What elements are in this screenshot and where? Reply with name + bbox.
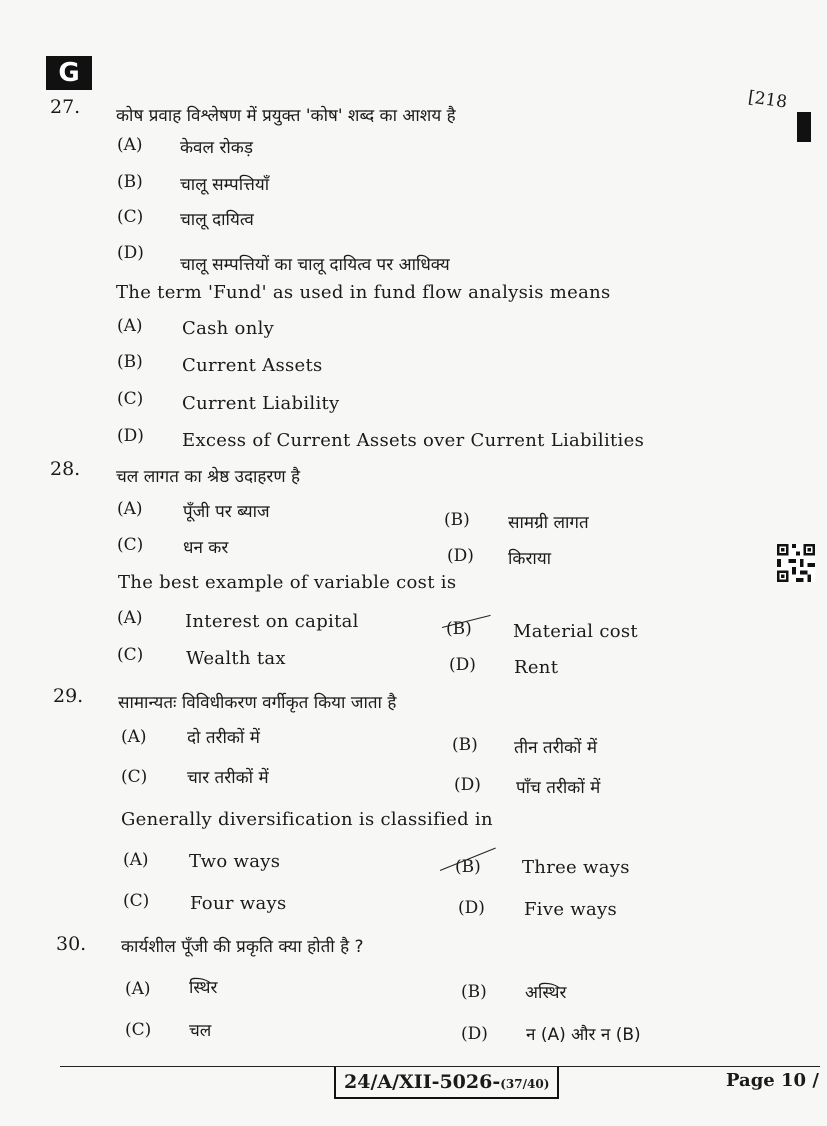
option-label: (D) xyxy=(447,546,474,566)
question-number: 28. xyxy=(50,458,81,480)
option-label: (C) xyxy=(125,1020,152,1040)
option-label: (A) xyxy=(117,608,143,628)
option-text: Interest on capital xyxy=(185,611,359,632)
option-text: Material cost xyxy=(513,621,638,642)
qr-code-icon xyxy=(776,544,816,582)
option-text: Current Liability xyxy=(182,393,340,414)
option-label: (A) xyxy=(117,499,143,519)
option-label: (C) xyxy=(121,767,148,787)
option-text: तीन तरीकों में xyxy=(514,738,598,758)
option-label: (C) xyxy=(123,891,150,911)
question-number: 29. xyxy=(53,685,84,707)
question-text-hindi: कार्यशील पूँजी की प्रकृति क्या होती है ? xyxy=(121,937,364,957)
option-label: (D) xyxy=(117,243,144,263)
option-label: (C) xyxy=(117,645,144,665)
option-text: चालू सम्पत्तियों का चालू दायित्व पर आधिक्य xyxy=(180,255,450,275)
option-label-marked: (B) xyxy=(446,619,472,639)
option-label: (B) xyxy=(117,172,143,192)
question-text-english: The term 'Fund' as used in fund flow analysis means xyxy=(116,282,611,303)
question-text-hindi: सामान्यतः विविधीकरण वर्गीकृत किया जाता है xyxy=(118,693,397,713)
option-text: Excess of Current Assets over Current Liabilities xyxy=(182,430,645,451)
option-label: (C) xyxy=(117,207,144,227)
question-number: 27. xyxy=(50,96,81,118)
option-text: Four ways xyxy=(190,893,287,914)
option-text: Cash only xyxy=(182,318,275,339)
question-text-hindi: कोष प्रवाह विश्लेषण में प्रयुक्त 'कोष' शब्द का आशय है xyxy=(116,106,456,126)
option-text: केवल रोकड़ xyxy=(180,138,253,158)
option-text: अस्थिर xyxy=(525,983,567,1003)
option-label: (D) xyxy=(449,655,476,675)
corner-ink-blot xyxy=(797,112,811,142)
question-text-english: The best example of variable cost is xyxy=(118,572,457,593)
option-text: सामग्री लागत xyxy=(508,513,589,533)
option-label: (B) xyxy=(452,735,478,755)
option-text: Five ways xyxy=(524,899,618,920)
option-label: (D) xyxy=(117,426,144,446)
option-label: (B) xyxy=(444,510,470,530)
option-text: न (A) और न (B) xyxy=(526,1025,641,1045)
option-text: पूँजी पर ब्याज xyxy=(183,502,270,522)
option-text: Wealth tax xyxy=(186,648,286,669)
option-label-marked: (B) xyxy=(455,857,481,877)
option-text: चालू सम्पत्तियाँ xyxy=(180,175,270,195)
option-label: (A) xyxy=(125,979,151,999)
option-text: स्थिर xyxy=(189,978,218,998)
paper-code-suffix: (37/40) xyxy=(500,1077,550,1091)
paper-code-main: 24/A/XII-5026- xyxy=(344,1071,501,1093)
handwritten-corner-mark: [218 xyxy=(746,87,789,113)
option-text: Rent xyxy=(514,657,559,678)
option-text: पाँच तरीकों में xyxy=(516,778,601,798)
option-label: (D) xyxy=(454,775,481,795)
option-text: किराया xyxy=(508,549,552,569)
option-label: (A) xyxy=(117,135,143,155)
option-label: (A) xyxy=(121,727,147,747)
option-label: (A) xyxy=(117,316,143,336)
question-text-hindi: चल लागत का श्रेष्ठ उदाहरण है xyxy=(116,467,301,487)
option-text: चालू दायित्व xyxy=(180,210,254,230)
option-label: (A) xyxy=(123,850,149,870)
option-text: Three ways xyxy=(522,857,630,878)
option-text: धन कर xyxy=(183,538,229,558)
option-text: चार तरीकों में xyxy=(187,768,269,788)
option-label: (C) xyxy=(117,535,144,555)
option-text: Current Assets xyxy=(182,355,323,376)
page-number: Page 10 / xyxy=(726,1070,819,1091)
question-text-english: Generally diversification is classified in xyxy=(121,809,493,830)
option-text: Two ways xyxy=(189,851,281,872)
option-label: (D) xyxy=(458,898,485,918)
question-number: 30. xyxy=(56,933,87,955)
series-badge: G xyxy=(46,56,92,90)
option-text: दो तरीकों में xyxy=(187,728,260,748)
paper-code xyxy=(334,1067,559,1099)
option-label: (D) xyxy=(461,1024,488,1044)
option-label: (C) xyxy=(117,389,144,409)
option-label: (B) xyxy=(117,352,143,372)
option-label: (B) xyxy=(461,982,487,1002)
option-text: चल xyxy=(189,1021,212,1041)
